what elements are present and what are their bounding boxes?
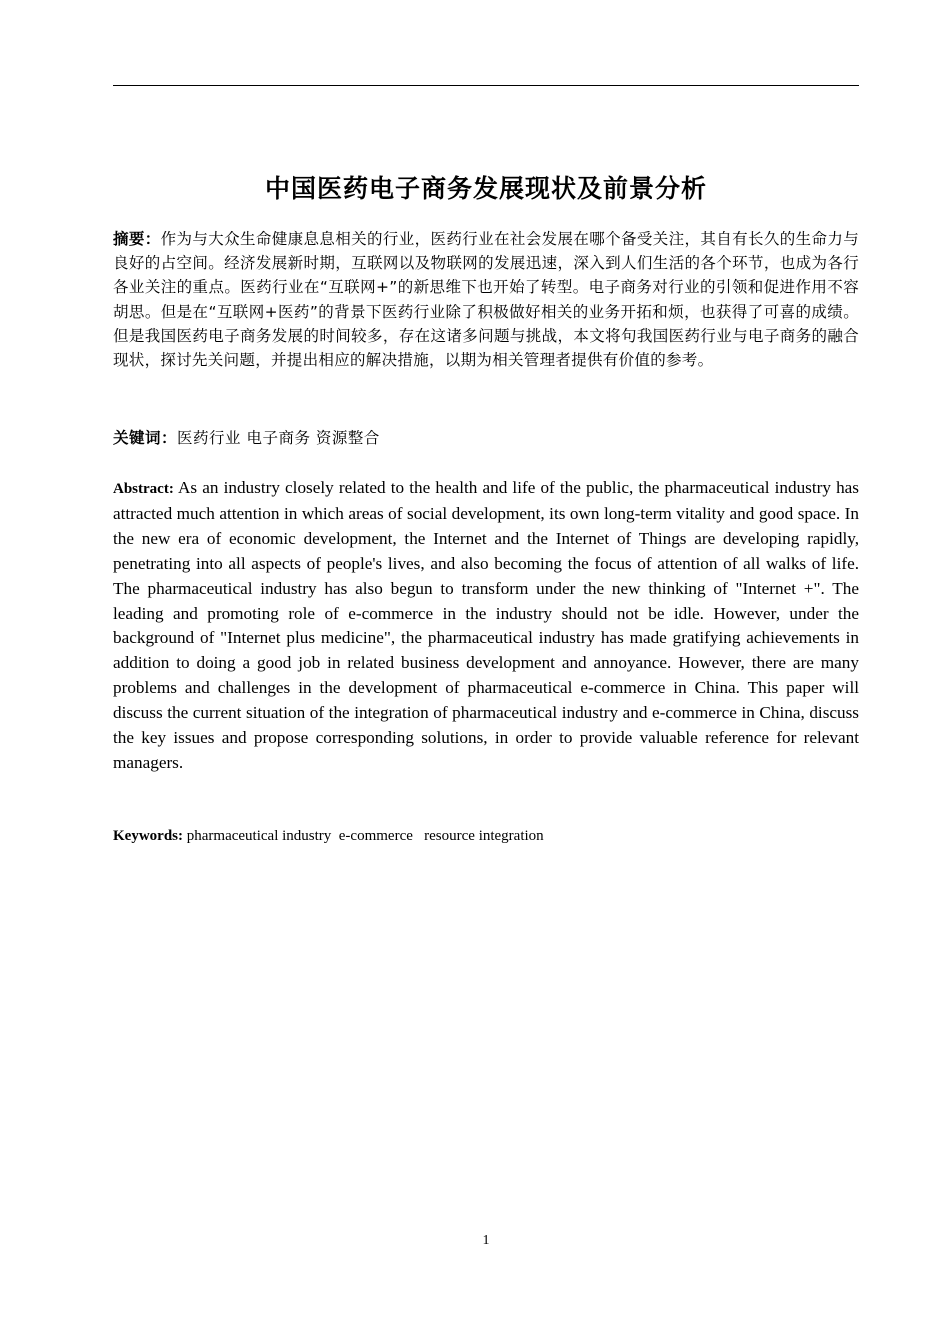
- page-number: 1: [482, 1233, 490, 1248]
- chinese-abstract-text: 作为与大众生命健康息息相关的行业，医药行业在社会发展在哪个备受关注，其自有长久的生命力与良好的占空间。经济发展新时期，互联网以及物联网的发展迅速，深入到人们生活的各个环节，也成为各行各业关注的重点。医药行业在“互联网+”的新思维下也开始了转型。电子商务对行业的引领和促进作用不容胡思。但是在“互联网+医药”的背景下医药行业除了积极做好相关的业务开拓和烦，也获得了可喜的成绩。但是我国医药电子商务发展的时间较多，存在这诸多问题与挑战，本文将句我国医药行业与电子商务的融合现状，探讨先关问题，并提出相应的解决措施，以期为相关管理者提供有价值的参考。: [113, 230, 859, 370]
- english-keywords-text: pharmaceutical industry e-commerce resource integration: [186, 828, 544, 844]
- english-keywords: [113, 825, 859, 847]
- paper-title: 中国医药电子商务发展现状及前景分析: [264, 174, 707, 203]
- chinese-abstract-label: 摘要：: [113, 230, 161, 248]
- chinese-abstract: [113, 227, 859, 372]
- english-keywords-label: Keywords:: [113, 828, 183, 844]
- english-abstract: [113, 476, 859, 776]
- english-abstract-label: Abstract:: [113, 481, 174, 497]
- chinese-keywords-text: 医药行业 电子商务 资源整合: [177, 429, 380, 447]
- chinese-keywords: [113, 426, 859, 450]
- english-abstract-text: As an industry closely related to the health and life of the public, the pharmaceutical industry has attracted much attention in which areas of social development, its own long-term vitality and good space. In the new era of economic development, the Internet and the Internet of Things are developing rapidly, penetrating into all aspects of people's lives, and also becoming the focus of attention of all walks of life. The pharmaceutical industry has also begun to transform under the new thinking of "Internet +". The leading and promoting role of e-commerce in the industry should not be idle. However, under the background of "Internet plus medicine", the pharmaceutical industry has made gratifying achievements in addition to doing a good job in related business development and annoyance. However, there are many problems and challenges in the development of pharmaceutical e-commerce in China. This paper will discuss the current situation of the integration of pharmaceutical industry and e-commerce in China, discuss the key issues and propose corresponding solutions, in order to provide valuable reference for relevant managers.: [113, 478, 859, 772]
- header-rule: [113, 85, 859, 86]
- chinese-keywords-label: 关键词：: [113, 429, 178, 447]
